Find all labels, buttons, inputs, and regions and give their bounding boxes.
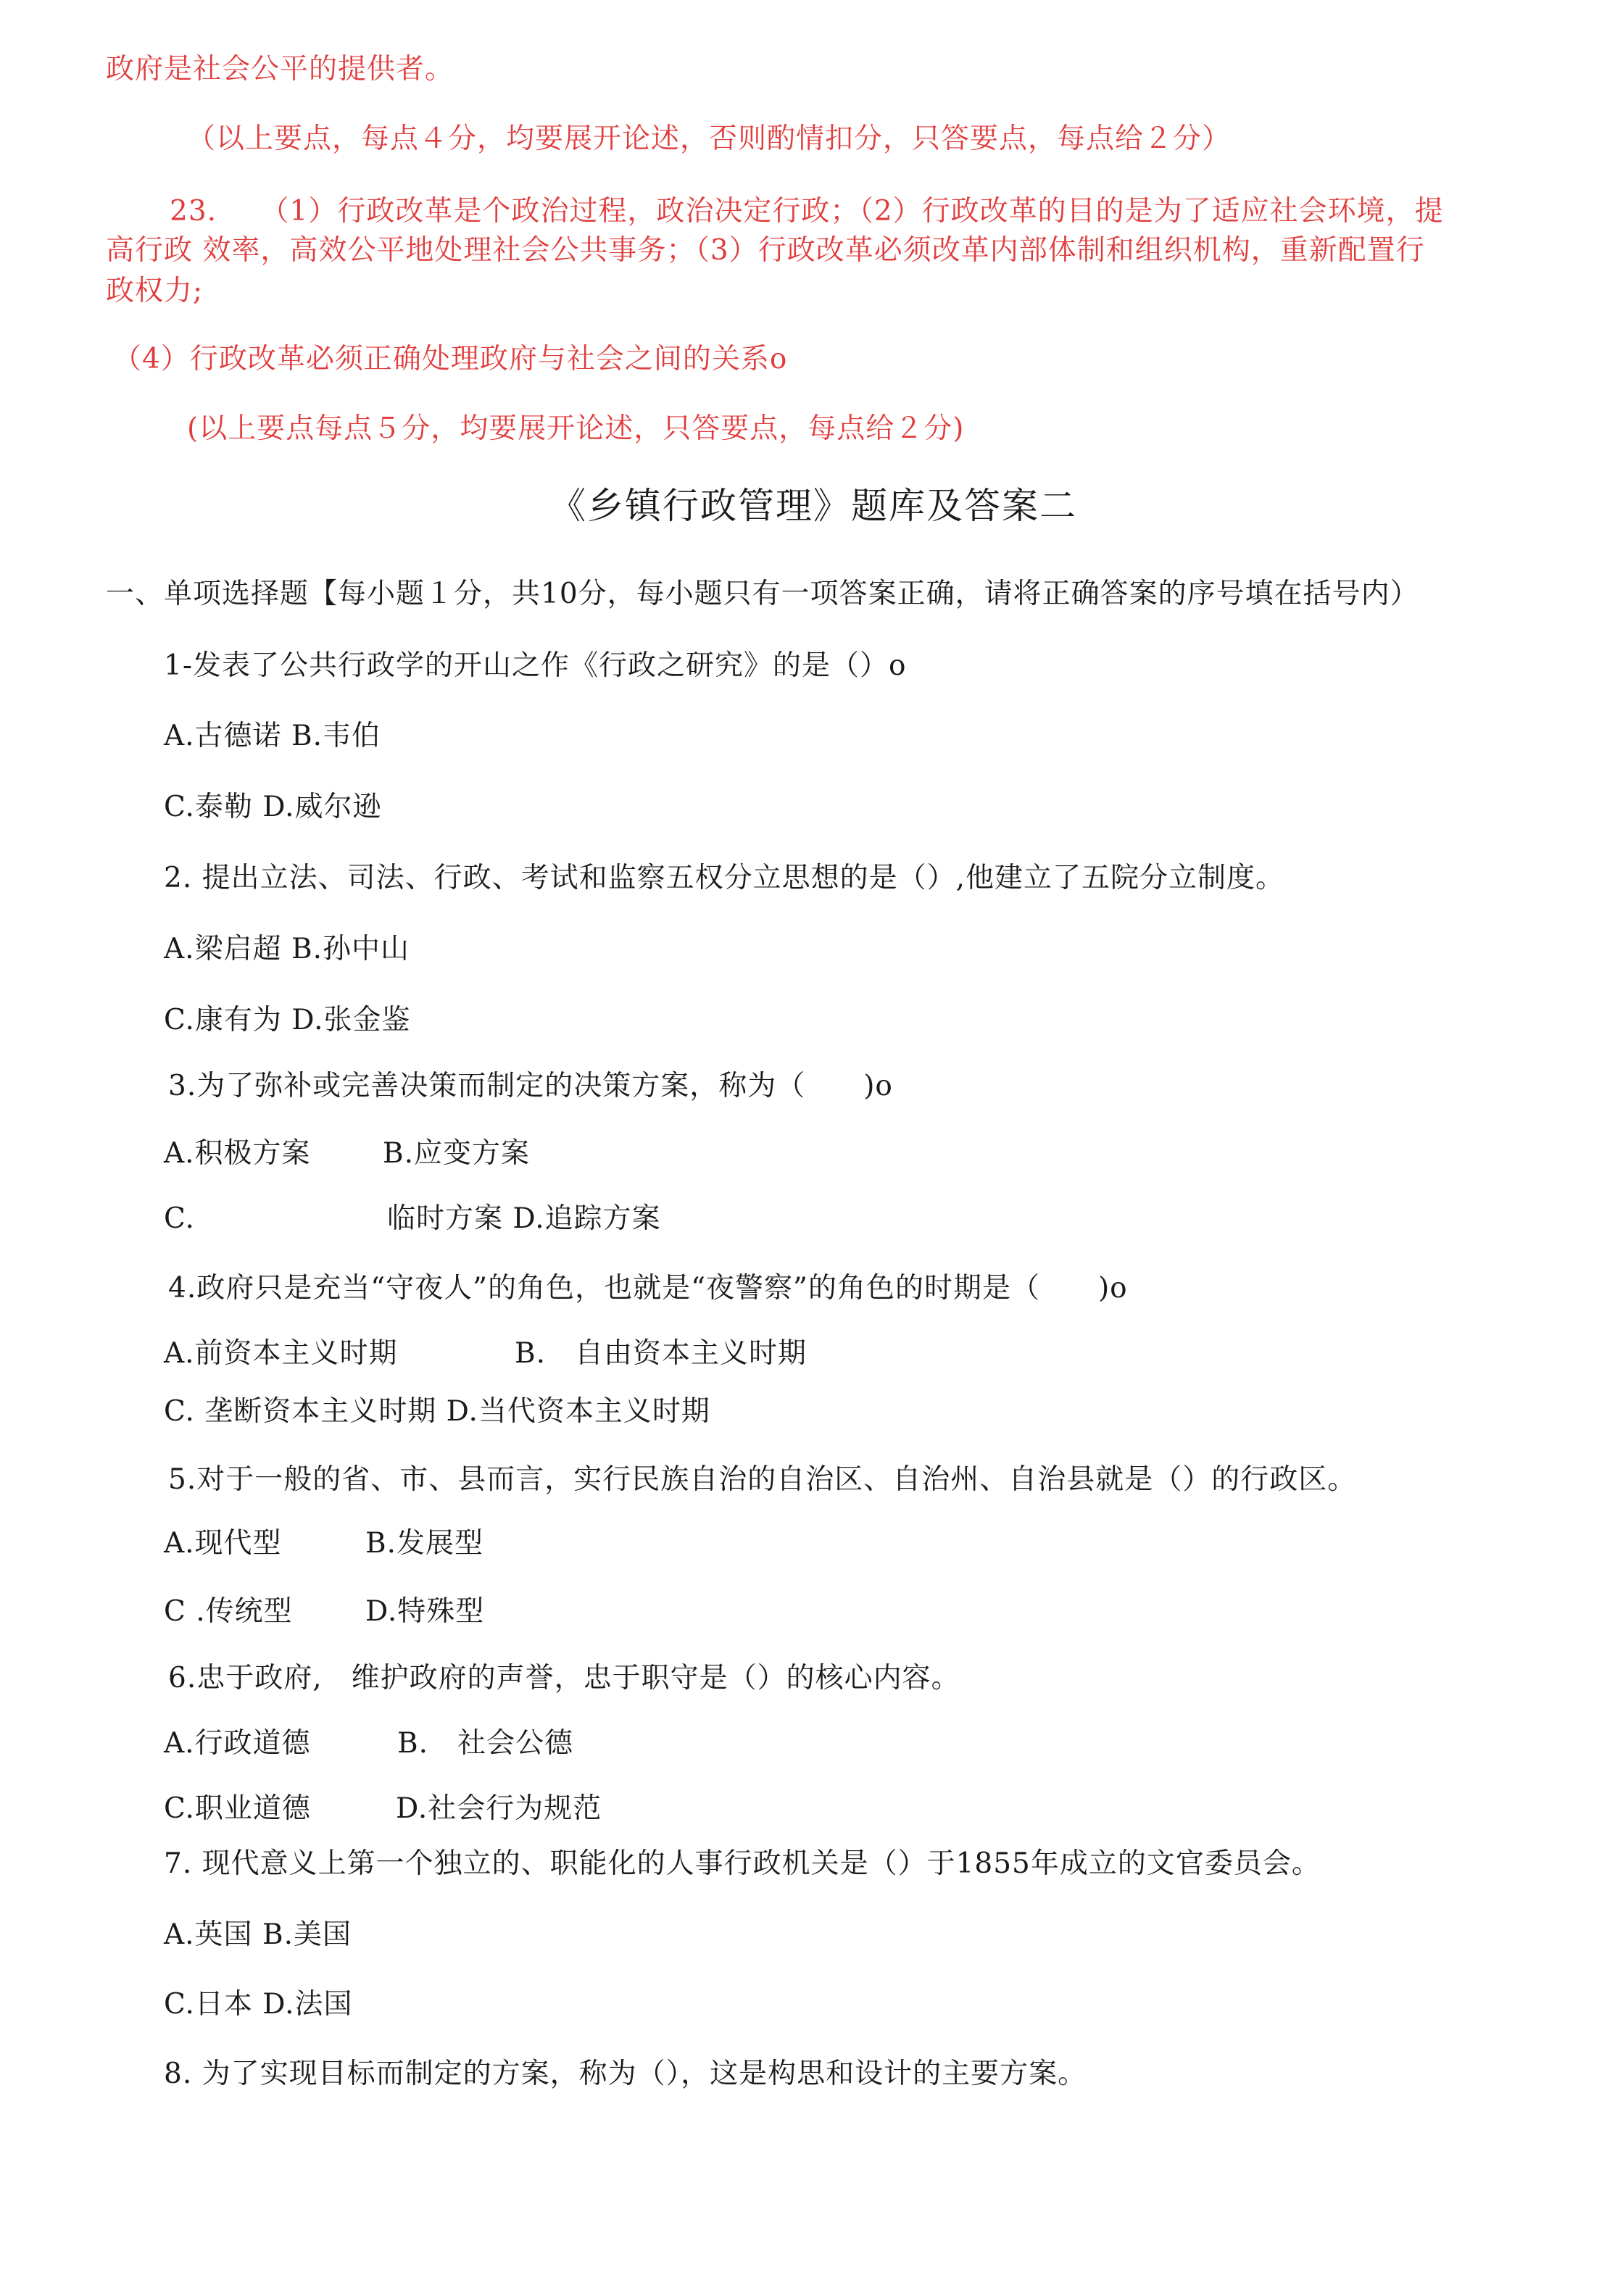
question-1-stem: 1-发表了公共行政学的开山之作《行政之研究》的是（）o: [164, 649, 907, 682]
question-3-option-a: A.积极方案: [164, 1137, 311, 1170]
question-5-option-a: A.现代型: [164, 1527, 282, 1560]
question-6-option-a: A.行政道德: [164, 1727, 311, 1760]
question-6-option-c: C.职业道德: [164, 1792, 311, 1825]
answer-conclusion: 政府是社会公平的提供者。: [106, 53, 454, 86]
question-4-options-cd: C. 垄断资本主义时期 D.当代资本主义时期: [164, 1395, 710, 1428]
question-7-options-cd: C.日本 D.法国: [164, 1988, 353, 2021]
answer-23-line2: 高行政 效率，高效公平地处理社会公共事务；（3）行政改革必须改革内部体制和组织机构，重新配置行: [106, 234, 1425, 267]
question-6-option-d: D.社会行为规范: [396, 1792, 602, 1825]
question-7-options-ab: A.英国 B.美国: [164, 1918, 352, 1951]
question-1-options-ab: A.古德诺 B.韦伯: [164, 720, 381, 752]
section-heading: 一、单项选择题【每小题１分，共10分，每小题只有一项答案正确，请将正确答案的序号填在括号内）: [106, 578, 1419, 610]
question-6-stem: 6.忠于政府, 维护政府的声誉，忠于职守是（）的核心内容。: [168, 1662, 960, 1694]
question-3-option-cd-text: 临时方案 D.追踪方案: [387, 1202, 661, 1235]
answer-22-note: （以上要点，每点４分，均要展开论述，否则酌情扣分，只答要点，每点给２分）: [187, 122, 1232, 155]
question-3-stem: 3.为了弥补或完善决策而制定的决策方案，称为（ )o: [168, 1070, 893, 1102]
question-3-option-b: B.应变方案: [383, 1137, 531, 1170]
question-5-option-d: D.特殊型: [365, 1595, 485, 1628]
question-5-option-b: B.发展型: [365, 1527, 484, 1560]
answer-23-line3: 政权力;: [106, 275, 204, 307]
document-title: 《乡镇行政管理》题库及答案二: [549, 485, 1077, 527]
question-2-options-ab: A.梁启超 B.孙中山: [164, 933, 410, 965]
question-4-option-a: A.前资本主义时期: [164, 1337, 398, 1370]
question-7-stem: 7. 现代意义上第一个独立的、职能化的人事行政机关是（）于1855年成立的文官委员会。: [164, 1847, 1321, 1880]
answer-23-note: (以上要点每点５分，均要展开论述，只答要点，每点给２分): [187, 412, 965, 445]
question-4-stem: 4.政府只是充当“守夜人”的角色，也就是“夜警察”的角色的时期是（ )o: [168, 1272, 1128, 1305]
question-2-stem: 2. 提出立法、司法、行政、考试和监察五权分立思想的是（）,他建立了五院分立制度。: [164, 862, 1285, 894]
question-1-options-cd: C.泰勒 D.威尔逊: [164, 791, 382, 823]
question-4-option-b: B. 自由资本主义时期: [515, 1337, 808, 1370]
question-5-option-c: C .传统型: [164, 1595, 293, 1628]
question-3-option-c: C.: [164, 1202, 195, 1235]
question-2-options-cd: C.康有为 D.张金鉴: [164, 1004, 411, 1036]
question-8-stem: 8. 为了实现目标而制定的方案，称为（），这是构思和设计的主要方案。: [164, 2058, 1087, 2090]
question-5-stem: 5.对于一般的省、市、县而言，实行民族自治的自治区、自治州、自治县就是（）的行政区。: [168, 1463, 1357, 1496]
question-6-option-b: B. 社会公德: [397, 1727, 574, 1760]
answer-23-line4: （4）行政改革必须正确处理政府与社会之间的关系o: [113, 343, 788, 375]
answer-23-line1: 23. （1）行政改革是个政治过程，政治决定行政；（2）行政改革的目的是为了适应社会环境，提: [170, 195, 1444, 228]
